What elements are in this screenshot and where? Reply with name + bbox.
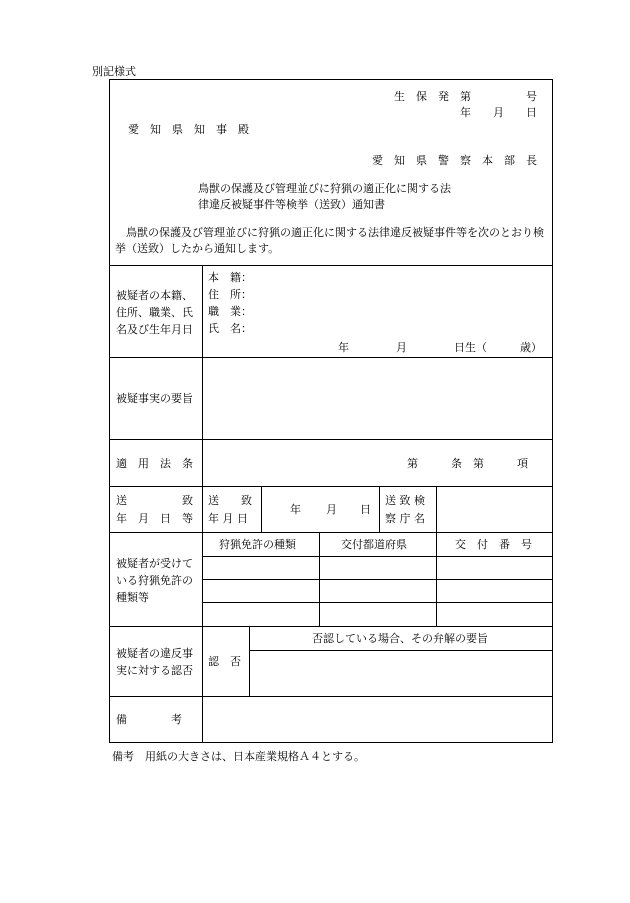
admission-sub-label: 認 否	[208, 655, 241, 668]
sending-agency-label-line1: 送 致 検	[385, 494, 425, 507]
suspect-field-domicile: 本 籍：	[208, 271, 252, 284]
sending-sub-label-line2: 年 月 日	[208, 512, 248, 525]
birth-month: 月	[396, 341, 407, 354]
divider-facts	[109, 439, 553, 440]
license-col-line-1	[319, 532, 320, 626]
suspect-field-occupation: 職 業：	[208, 305, 252, 318]
license-header-type: 狩猟免許の種類	[219, 538, 296, 551]
license-row-line-3	[202, 602, 553, 603]
sending-sub-label-line1: 送 致	[208, 494, 252, 507]
body-text: 鳥獣の保護及び管理並びに狩猟の適正化に関する法律違反被疑事件等を次のとおり検挙（送致）したから通知します。	[115, 226, 544, 255]
denial-header: 否認している場合、その弁解の要旨	[312, 632, 488, 645]
document-title-line1: 鳥獣の保護及び管理並びに狩猟の適正化に関する法	[198, 182, 451, 195]
admission-header-line	[249, 650, 553, 651]
sending-sub-line	[261, 486, 262, 532]
law-label: 適 用 法 条	[116, 457, 193, 470]
birth-year: 年	[338, 341, 349, 354]
license-header-number: 交 付 番 号	[455, 538, 532, 551]
reference-number: 生 保 発 第 号	[394, 90, 537, 103]
license-header-prefecture: 交付都道府県	[341, 538, 407, 551]
document-title-line2: 律違反被疑事件等検挙（送致）通知書	[198, 198, 385, 211]
sending-label-line1: 送 致	[116, 494, 193, 507]
divider-admission	[109, 696, 553, 697]
suspect-field-name: 氏 名：	[208, 322, 252, 335]
suspect-field-address: 住 所：	[208, 288, 252, 301]
sending-date-day: 日	[360, 503, 371, 516]
sending-agency-label-line2: 察 庁 名	[385, 512, 425, 525]
sender: 愛 知 県 警 察 本 部 長	[372, 154, 537, 167]
law-article: 第 条 第 項	[407, 457, 528, 470]
sending-date-year: 年	[290, 503, 301, 516]
issue-date: 年 月 日	[460, 106, 537, 119]
birth-day-age: 日生（ 歳）	[454, 341, 542, 354]
license-row-line-1	[202, 556, 553, 557]
addressee: 愛 知 県 知 事 殿	[128, 123, 249, 136]
divider-law	[109, 486, 553, 487]
admission-label: 被疑者の違反事実に対する認否	[116, 647, 193, 677]
form-label: 別記様式	[92, 65, 136, 78]
sending-label-line2: 年 月 日 等	[116, 512, 193, 525]
suspect-label: 被疑者の本籍、住所、職業、氏名及び生年月日	[116, 289, 193, 336]
divider-header	[109, 265, 553, 266]
remarks-label: 備 考	[116, 713, 182, 726]
divider-suspect	[109, 357, 553, 358]
label-column-line	[202, 265, 203, 743]
license-row-line-2	[202, 579, 553, 580]
license-label: 被疑者が受けている狩猟免許の種類等	[116, 557, 193, 604]
sending-date-month: 月	[326, 503, 337, 516]
divider-license	[109, 626, 553, 627]
admission-sub-line	[249, 626, 250, 696]
facts-label: 被疑事実の要旨	[116, 392, 193, 405]
license-col-line-2	[436, 532, 437, 626]
sending-agency-line-left	[379, 486, 380, 532]
footer-note: 備考 用紙の大きさは、日本産業規格Ａ４とする。	[112, 750, 365, 763]
divider-sending	[109, 532, 553, 533]
sending-agency-line-right	[436, 486, 437, 532]
